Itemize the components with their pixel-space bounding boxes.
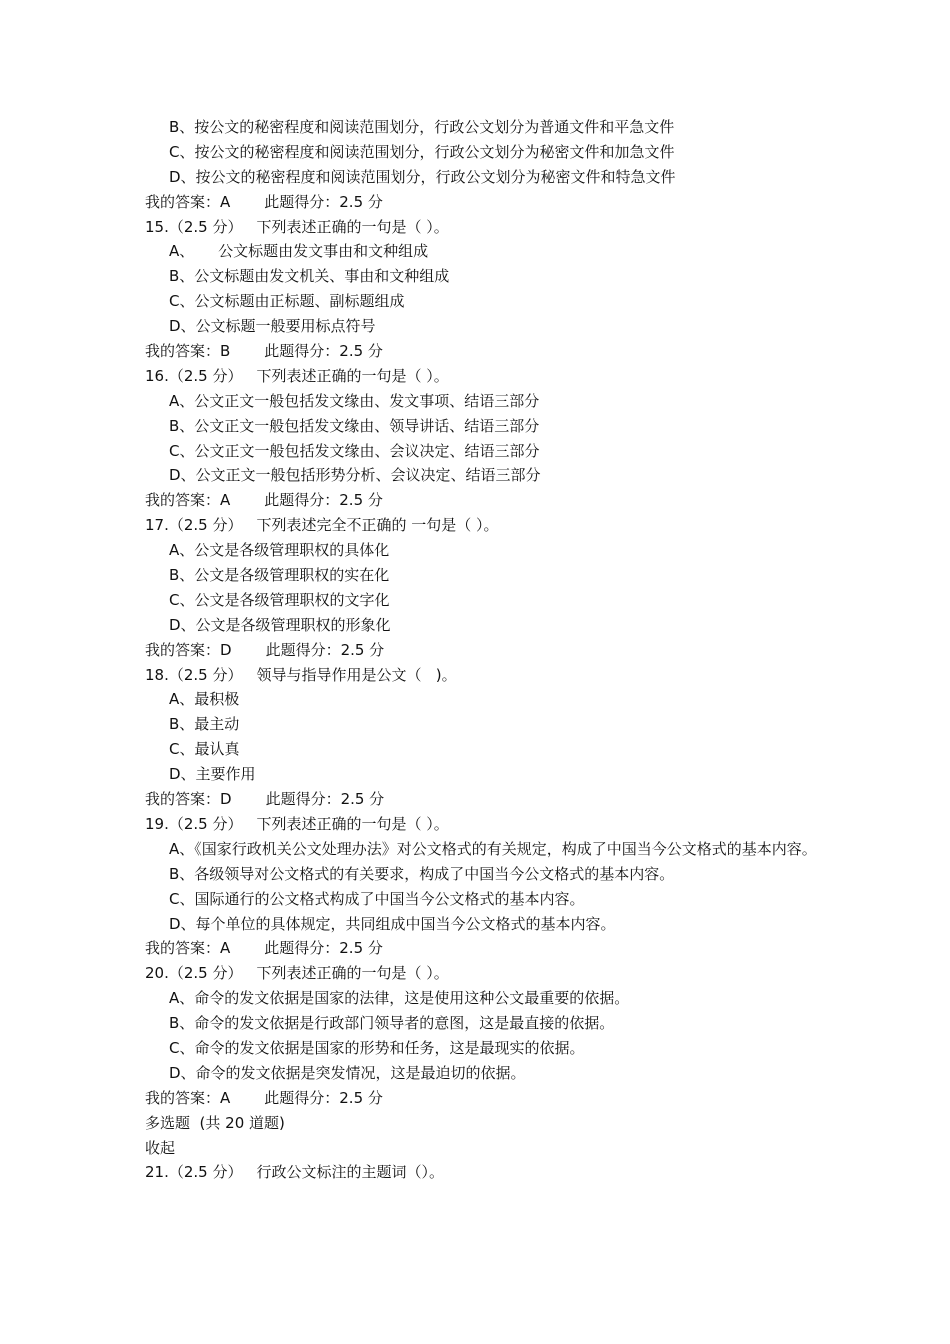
option-a-text: A、《国家行政机关公文处理办法》对公文格式的有关规定，构成了中国当今公文格式的基本内容。 (169, 839, 817, 858)
option-c: C、命令的发文依据是国家的形势和任务，这是最现实的依据。 (169, 1038, 585, 1057)
option-a: A、公文是各级管理职权的具体化 (169, 541, 390, 560)
option-d: D、命令的发文依据是突发情况，这是最迫切的依据。 (169, 1063, 526, 1082)
my-answer: 我的答案：A (145, 1088, 231, 1107)
option-c: C、公文正文一般包括发文缘由、会议决定、结语三部分 (169, 441, 540, 460)
option-b: B、各级领导对公文格式的有关要求，构成了中国当今公文格式的基本内容。 (169, 864, 675, 883)
question-score: 此题得分：2.5 分 (265, 640, 385, 659)
option-a: A、 公文标题由发文事由和文种组成 (169, 242, 429, 261)
my-answer: 我的答案：D (145, 640, 232, 659)
my-answer: 我的答案：A (145, 192, 231, 211)
my-answer: 我的答案：D (145, 790, 232, 809)
question-header (145, 215, 845, 240)
option-b: B、按公文的秘密程度和阅读范围划分，行政公文划分为普通文件和平急文件 (169, 118, 675, 136)
answer-row (145, 1086, 845, 1111)
option-d: D、公文是各级管理职权的形象化 (169, 615, 391, 634)
question-19 (145, 812, 845, 961)
question-number: 20.（2.5 分） (145, 964, 243, 983)
option-c: C、公文标题由正标题、副标题组成 (169, 292, 405, 311)
question-number: 17.（2.5 分） (145, 516, 243, 535)
question-15 (145, 215, 845, 364)
option-a (145, 837, 845, 862)
question-text: 行政公文标注的主题词（）。 (256, 1163, 444, 1182)
question-text: 下列表述正确的一句是（ ）。 (256, 814, 449, 833)
question-score: 此题得分：2.5 分 (265, 790, 385, 809)
question-text: 下列表述完全不正确的 一句是（ ）。 (256, 516, 499, 535)
option-b: B、公文标题由发文机关、事由和文种组成 (169, 267, 450, 286)
option-c: C、公文是各级管理职权的文字化 (169, 590, 390, 609)
option-b: B、公文正文一般包括发文缘由、领导讲话、结语三部分 (169, 416, 540, 435)
answer-row (145, 787, 845, 812)
question-17 (145, 513, 845, 662)
question-number: 18.（2.5 分） (145, 665, 243, 684)
option-b: B、命令的发文依据是行政部门领导者的意图，这是最直接的依据。 (169, 1014, 615, 1033)
question-text: 下列表述正确的一句是（ ）。 (256, 217, 449, 236)
option-b: B、最主动 (169, 715, 240, 734)
option-c: C、国际通行的公文格式构成了中国当今公文格式的基本内容。 (169, 889, 585, 908)
question-score: 此题得分：2.5 分 (264, 1088, 383, 1107)
question-18 (145, 663, 845, 812)
section-title: 多选题 (共 20 道题) (145, 1113, 285, 1132)
option-b: B、公文是各级管理职权的实在化 (169, 566, 390, 585)
question-header (145, 364, 845, 389)
my-answer: 我的答案：A (145, 491, 231, 510)
answer-row (145, 936, 845, 961)
option-a: A、最积极 (169, 690, 240, 709)
question-score: 此题得分：2.5 分 (264, 939, 383, 958)
question-number: 19.（2.5 分） (145, 814, 243, 833)
exam-page (145, 115, 845, 1185)
question-text: 领导与指导作用是公文（ )。 (256, 665, 457, 684)
option-d: D、主要作用 (169, 765, 256, 784)
question-score: 此题得分：2.5 分 (264, 342, 383, 361)
answer-row (145, 190, 845, 215)
question-header (145, 663, 845, 688)
question-header (145, 961, 845, 986)
answer-row (145, 638, 845, 663)
question-score: 此题得分：2.5 分 (264, 491, 383, 510)
question-number: 21.（2.5 分） (145, 1163, 243, 1182)
question-number: 15.（2.5 分） (145, 217, 243, 236)
my-answer: 我的答案：A (145, 939, 231, 958)
answer-row (145, 488, 845, 513)
question-text: 下列表述正确的一句是（ ）。 (256, 964, 449, 983)
my-answer: 我的答案：B (145, 342, 231, 361)
option-d: D、公文正文一般包括形势分析、会议决定、结语三部分 (169, 466, 541, 485)
option-a: A、公文正文一般包括发文缘由、发文事项、结语三部分 (169, 391, 540, 410)
question-score: 此题得分：2.5 分 (264, 192, 383, 211)
question-header (145, 513, 845, 538)
option-c: C、按公文的秘密程度和阅读范围划分，行政公文划分为秘密文件和加急文件 (169, 142, 675, 161)
option-d: D、按公文的秘密程度和阅读范围划分，行政公文划分为秘密文件和特急文件 (169, 167, 676, 186)
option-d: D、公文标题一般要用标点符号 (169, 317, 376, 336)
question-21 (145, 1160, 845, 1185)
option-d: D、每个单位的具体规定，共同组成中国当今公文格式的基本内容。 (169, 914, 616, 933)
option-a: A、命令的发文依据是国家的法律，这是使用这种公文最重要的依据。 (169, 989, 630, 1008)
question-16 (145, 364, 845, 513)
option-c: C、最认真 (169, 740, 240, 759)
question-number: 16.（2.5 分） (145, 366, 243, 385)
question-14-partial (145, 115, 845, 215)
collapse-link[interactable]: 收起 (145, 1138, 176, 1157)
answer-row (145, 339, 845, 364)
question-20 (145, 961, 845, 1110)
question-text: 下列表述正确的一句是（ ）。 (256, 366, 449, 385)
question-header (145, 1160, 845, 1185)
question-header (145, 812, 845, 837)
